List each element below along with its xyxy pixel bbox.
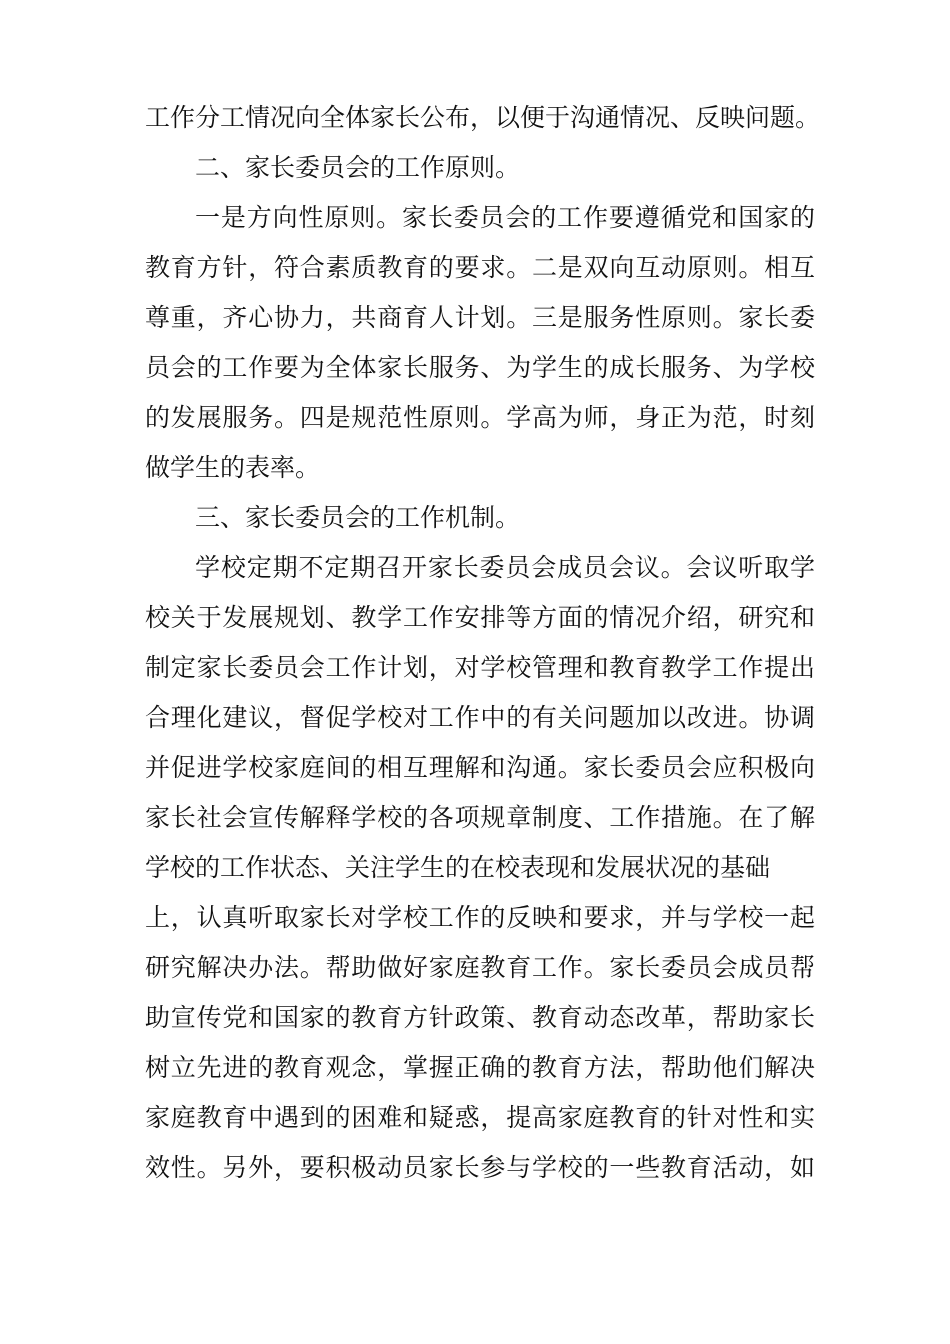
text-line-20: 树立先进的教育观念，掌握正确的教育方法，帮助他们解决 bbox=[145, 1053, 815, 1082]
text-line-10: 学校定期不定期召开家长委员会成员会议。会议听取学 bbox=[195, 553, 815, 582]
section-heading-3: 三、家长委员会的工作机制。 bbox=[195, 503, 521, 532]
section-heading-2: 二、家长委员会的工作原则。 bbox=[195, 153, 521, 182]
text-line-6: 员会的工作要为全体家长服务、为学生的成长服务、为学校 bbox=[145, 353, 815, 382]
text-line-17: 上，认真听取家长对学校工作的反映和要求，并与学校一起 bbox=[145, 903, 815, 932]
text-line-4: 教育方针，符合素质教育的要求。二是双向互动原则。相互 bbox=[145, 253, 815, 282]
text-line-11: 校关于发展规划、教学工作安排等方面的情况介绍，研究和 bbox=[145, 603, 815, 632]
text-line-18: 研究解决办法。帮助做好家庭教育工作。家长委员会成员帮 bbox=[145, 953, 815, 982]
text-line-19: 助宣传党和国家的教育方针政策、教育动态改革，帮助家长 bbox=[145, 1003, 815, 1032]
text-line-12: 制定家长委员会工作计划，对学校管理和教育教学工作提出 bbox=[145, 653, 815, 682]
text-line-14: 并促进学校家庭间的相互理解和沟通。家长委员会应积极向 bbox=[145, 753, 815, 782]
text-line-22: 效性。另外，要积极动员家长参与学校的一些教育活动，如 bbox=[145, 1153, 815, 1182]
text-line-21: 家庭教育中遇到的困难和疑惑，提高家庭教育的针对性和实 bbox=[145, 1103, 815, 1132]
text-line-7: 的发展服务。四是规范性原则。学高为师，身正为范，时刻 bbox=[145, 403, 815, 432]
text-line-15: 家长社会宣传解释学校的各项规章制度、工作措施。在了解 bbox=[145, 803, 815, 832]
text-line-13: 合理化建议，督促学校对工作中的有关问题加以改进。协调 bbox=[145, 703, 815, 732]
text-line-3: 一是方向性原则。家长委员会的工作要遵循党和国家的 bbox=[195, 203, 815, 232]
text-line-5: 尊重，齐心协力，共商育人计划。三是服务性原则。家长委 bbox=[145, 303, 815, 332]
text-line-1: 工作分工情况向全体家长公布，以便于沟通情况、反映问题。 bbox=[145, 103, 821, 132]
text-line-8: 做学生的表率。 bbox=[145, 453, 321, 482]
text-line-16: 学校的工作状态、关注学生的在校表现和发展状况的基础 bbox=[145, 853, 771, 882]
